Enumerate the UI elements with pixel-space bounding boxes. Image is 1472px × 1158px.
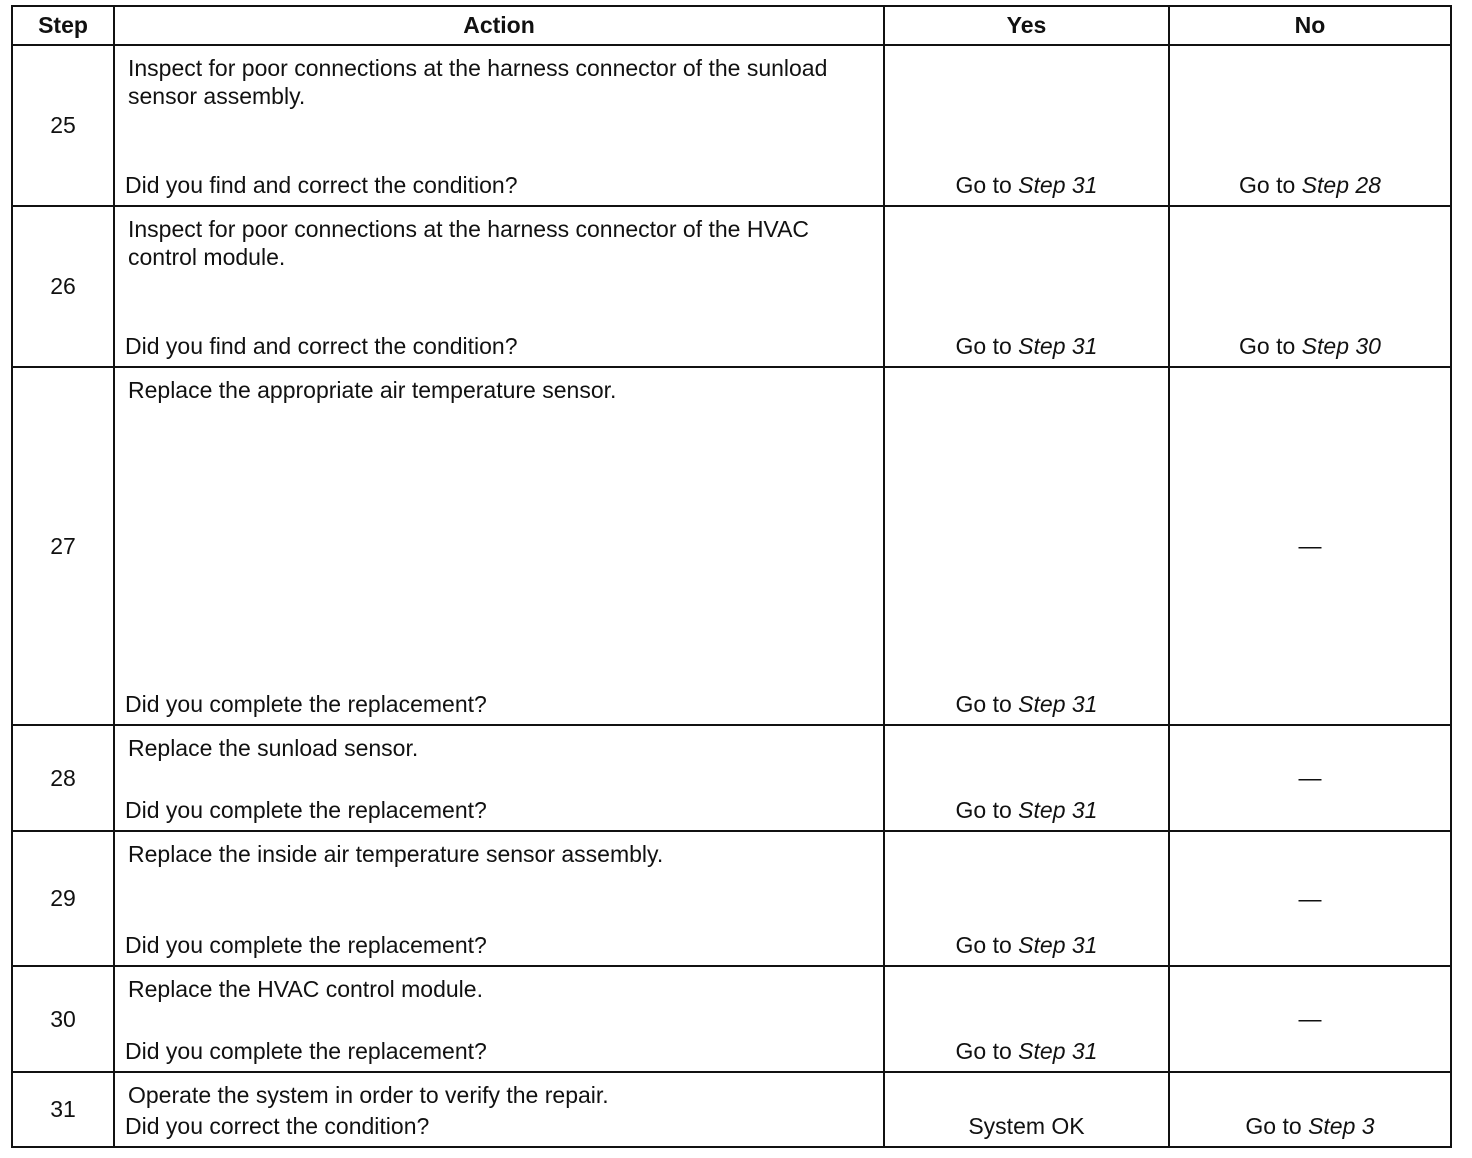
yes-prefix: Go to xyxy=(955,1038,1019,1064)
action-cell xyxy=(114,367,884,725)
action-cell xyxy=(114,1072,884,1147)
yes-prefix: Go to xyxy=(955,333,1019,359)
step-number: 25 xyxy=(12,45,114,206)
no-prefix: Go to xyxy=(1239,333,1302,359)
action-question: Did you complete the replacement? xyxy=(125,797,487,823)
step-number: 29 xyxy=(12,831,114,966)
yes-cell xyxy=(884,966,1169,1072)
yes-step-ref: Step 31 xyxy=(1018,172,1098,198)
step-number: 31 xyxy=(12,1072,114,1147)
step-number: 27 xyxy=(12,367,114,725)
action-instruction: Replace the inside air temperature sensor assembly. xyxy=(128,841,664,867)
step-number: 30 xyxy=(12,966,114,1072)
header-yes: Yes xyxy=(884,6,1169,45)
no-dash: — xyxy=(1298,764,1322,791)
action-cell xyxy=(114,966,884,1072)
header-no: No xyxy=(1169,6,1451,45)
action-question: Did you correct the condition? xyxy=(125,1113,430,1139)
action-cell xyxy=(114,831,884,966)
yes-cell xyxy=(884,725,1169,831)
yes-step-ref: Step 31 xyxy=(1018,333,1098,359)
action-question: Did you complete the replacement? xyxy=(125,1038,487,1064)
no-step-ref: Step 28 xyxy=(1301,172,1381,198)
yes-step-ref: Step 31 xyxy=(1018,797,1098,823)
no-cell xyxy=(1169,725,1451,831)
yes-prefix: System OK xyxy=(968,1113,1085,1139)
no-cell xyxy=(1169,45,1451,206)
action-question: Did you complete the replacement? xyxy=(125,932,487,958)
no-cell xyxy=(1169,367,1451,725)
header-action: Action xyxy=(114,6,884,45)
step-number: 26 xyxy=(12,206,114,367)
table-row xyxy=(12,725,1451,831)
action-instruction: Replace the sunload sensor. xyxy=(128,735,419,761)
yes-step-ref: Step 31 xyxy=(1018,1038,1098,1064)
yes-cell xyxy=(884,367,1169,725)
yes-cell xyxy=(884,206,1169,367)
table-row xyxy=(12,206,1451,367)
action-cell xyxy=(114,206,884,367)
yes-prefix: Go to xyxy=(955,691,1019,717)
no-dash: — xyxy=(1298,532,1322,559)
header-step: Step xyxy=(12,6,114,45)
action-cell xyxy=(114,725,884,831)
table-row xyxy=(12,367,1451,725)
table-row xyxy=(12,966,1451,1072)
no-cell xyxy=(1169,966,1451,1072)
no-step-ref: Step 30 xyxy=(1301,333,1381,359)
table-row xyxy=(12,45,1451,206)
table-row xyxy=(12,831,1451,966)
yes-cell xyxy=(884,45,1169,206)
no-prefix: Go to xyxy=(1239,172,1302,198)
action-instruction: Inspect for poor connections at the harness connector of the sunload sensor assembly. xyxy=(128,55,828,109)
no-prefix: Go to xyxy=(1245,1113,1309,1139)
no-dash: — xyxy=(1298,1005,1322,1032)
no-cell xyxy=(1169,831,1451,966)
yes-cell xyxy=(884,831,1169,966)
action-instruction: Replace the HVAC control module. xyxy=(128,976,483,1002)
yes-prefix: Go to xyxy=(955,172,1019,198)
header-row xyxy=(12,6,1451,45)
no-cell xyxy=(1169,206,1451,367)
action-question: Did you find and correct the condition? xyxy=(125,333,518,359)
action-instruction: Operate the system in order to verify the repair. xyxy=(128,1082,609,1108)
yes-step-ref: Step 31 xyxy=(1018,932,1098,958)
no-dash: — xyxy=(1298,885,1322,911)
yes-step-ref: Step 31 xyxy=(1018,691,1098,717)
action-cell xyxy=(114,45,884,206)
yes-prefix: Go to xyxy=(955,797,1019,823)
yes-prefix: Go to xyxy=(955,932,1019,958)
yes-cell xyxy=(884,1072,1169,1147)
action-instruction: Inspect for poor connections at the harness connector of the HVAC control module. xyxy=(128,216,810,270)
no-cell xyxy=(1169,1072,1451,1147)
diagnostic-table xyxy=(11,5,1452,1148)
step-number: 28 xyxy=(12,725,114,831)
action-instruction: Replace the appropriate air temperature sensor. xyxy=(128,377,617,403)
action-question: Did you find and correct the condition? xyxy=(125,172,518,198)
action-question: Did you complete the replacement? xyxy=(125,691,487,717)
table-row xyxy=(12,1072,1451,1147)
no-step-ref: Step 3 xyxy=(1308,1113,1375,1139)
